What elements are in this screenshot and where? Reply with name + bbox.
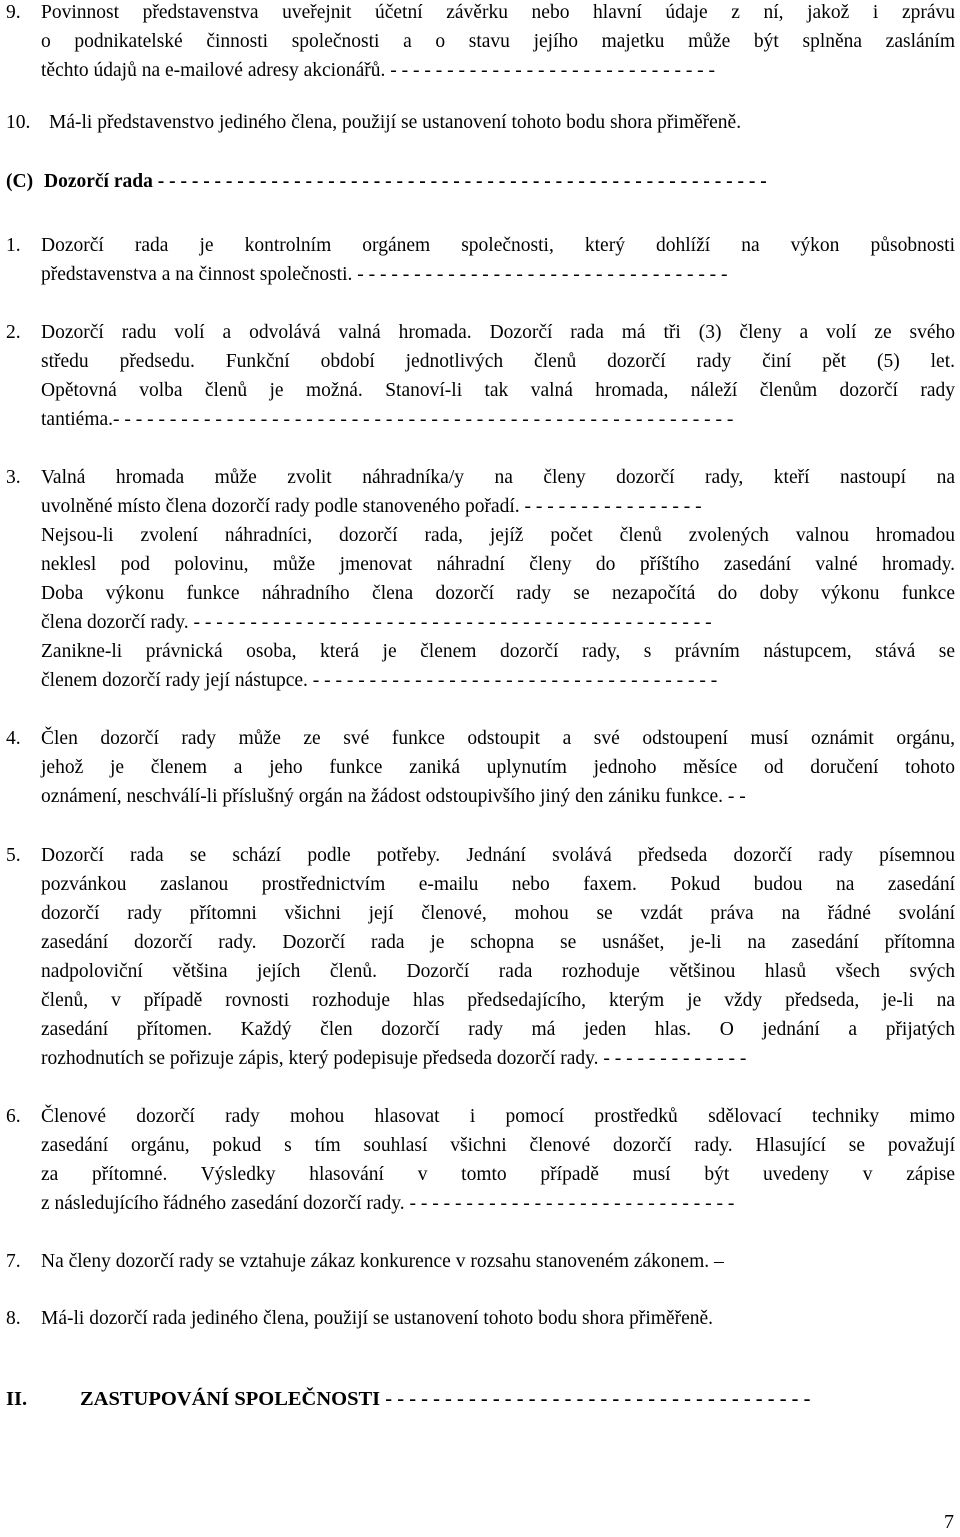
text-line: člena dozorčí rady. - - - - - - - - - - - - - - - - - - - - - - - - - - - - - - - - - - - - - - - - - - - - - - [41, 612, 712, 633]
text-line: Zanikne-li právnická osoba, která je členem dozorčí rady, s právním nástupcem, stává se [41, 641, 955, 662]
text-line: Členové dozorčí rady mohou hlasovat i pomocí prostředků sdělovací techniky mimo [41, 1106, 955, 1127]
text-line: představenstva a na činnost společnosti. - - - - - - - - - - - - - - - - - - - - - - - - - - - - - - - - - [41, 264, 728, 285]
paragraph-number: 7. [6, 1251, 21, 1272]
paragraph-text [41, 724, 955, 811]
text-line: Na členy dozorčí rady se vztahuje zákaz konkurence v rozsahu stanoveném zákonem. – [41, 1251, 724, 1272]
paragraph-text [41, 318, 955, 434]
text-line: Povinnost představenstva uveřejnit účetní závěrku nebo hlavní údaje z ní, jakož i zprávu [41, 2, 955, 23]
text-line: Dozorčí rada se schází podle potřeby. Jednání svolává předseda dozorčí rady písemnou [41, 845, 955, 866]
text-line: středu předsedu. Funkční období jednotlivých členů dozorčí rady činí pět (5) let. [41, 351, 955, 372]
paragraph-number: 8. [6, 1308, 21, 1329]
text-line: o podnikatelské činnosti společnosti a o stavu jejího majetku může být splněna zasláním [41, 31, 955, 52]
text-line: členů, v případě rovnosti rozhoduje hlas předsedajícího, kterým je vždy předseda, je-li na [41, 990, 955, 1011]
paragraph-number: 3. [6, 467, 21, 488]
text-line: zasedání orgánu, pokud s tím souhlasí všichni členové dozorčí rady. Hlasující se považují [41, 1135, 955, 1156]
text-line: nadpoloviční většina jejích členů. Dozorčí rada rozhoduje většinou hlasů všech svých [41, 961, 955, 982]
text-line: rozhodnutích se pořizuje zápis, který podepisuje předseda dozorčí rady. - - - - - - - - - - - - - [41, 1048, 747, 1069]
paragraph-number: 2. [6, 322, 21, 343]
paragraph-text [41, 1304, 955, 1333]
section-number: II. [6, 1388, 28, 1410]
text-line: tantiéma.- - - - - - - - - - - - - - - - - - - - - - - - - - - - - - - - - - - - - - - - - - - - - - - - - - - - - - - [41, 409, 734, 430]
paragraph-text [41, 841, 955, 1073]
text-line: z následujícího řádného zasedání dozorčí rady. - - - - - - - - - - - - - - - - - - - - - - - - - - - - - [41, 1193, 735, 1214]
section-title [44, 167, 958, 196]
text-line: pozvánkou zaslanou prostřednictvím e-mailu nebo faxem. Pokud budou na zasedání [41, 874, 955, 895]
section-title-text: Dozorčí rada - - - - - - - - - - - - - - - - - - - - - - - - - - - - - - - - - - - - - - - - - - - - - - - - - - - - - - [44, 171, 767, 192]
text-line: Dozorčí rada je kontrolním orgánem společnosti, který dohlíží na výkon působnosti [41, 235, 955, 256]
paragraph-text [49, 108, 960, 137]
text-line: oznámení, neschválí-li příslušný orgán na žádost odstoupivšího jiný den zániku funkce. - - [41, 786, 746, 807]
text-line: Má-li dozorčí rada jediného člena, použijí se ustanovení tohoto bodu shora přiměřeně. [41, 1308, 713, 1329]
text-line: Dozorčí radu volí a odvolává valná hromada. Dozorčí rada má tři (3) členy a volí ze svého [41, 322, 955, 343]
text-line: zasedání dozorčí rady. Dozorčí rada je schopna se usnášet, je-li na zasedání přítomna [41, 932, 955, 953]
text-line: jehož je členem a jeho funkce zaniká uplynutím jednoho měsíce od doručení tohoto [41, 757, 955, 778]
paragraph-text [41, 1102, 955, 1218]
text-line: Člen dozorčí rady může ze své funkce odstoupit a své odstoupení musí oznámit orgánu, [41, 728, 955, 749]
text-line: Opětovná volba členů je možná. Stanoví-li tak valná hromada, náleží členům dozorčí rady [41, 380, 955, 401]
text-line: členem dozorčí rady její nástupce. - - - - - - - - - - - - - - - - - - - - - - - - - - - - - - - - - - - - [41, 670, 718, 691]
text-line: Nejsou-li zvolení náhradníci, dozorčí rada, jejíž počet členů zvolených valnou hromadou [41, 525, 955, 546]
text-line: těchto údajů na e-mailové adresy akcionářů. - - - - - - - - - - - - - - - - - - - - - - - - - - - - - [41, 60, 716, 81]
text-line: dozorčí rady přítomni všichni její členové, mohou se vzdát práva na řádné svolání [41, 903, 955, 924]
paragraph-number: 4. [6, 728, 21, 749]
paragraph-text [41, 231, 955, 289]
text-line: uvolněné místo člena dozorčí rady podle stanoveného pořadí. - - - - - - - - - - - - - - - - [41, 496, 702, 517]
text-line: Doba výkonu funkce náhradního člena dozorčí rady se nezapočítá do doby výkonu funkce [41, 583, 955, 604]
paragraph-text [41, 463, 955, 695]
paragraph-number: 1. [6, 235, 21, 256]
section-title-text: ZASTUPOVÁNÍ SPOLEČNOSTI - - - - - - - - - - - - - - - - - - - - - - - - - - - - - - - - - - - - [80, 1388, 811, 1410]
paragraph-number: 6. [6, 1106, 21, 1127]
paragraph-number: 10. [6, 112, 31, 133]
text-line: neklesl pod polovinu, může jmenovat náhradní členy do příštího zasedání valné hromady. [41, 554, 955, 575]
text-line: Má-li představenstvo jediného člena, použijí se ustanovení tohoto bodu shora přiměřeně. [49, 112, 742, 133]
paragraph-text [41, 0, 955, 85]
text-line: za přítomné. Výsledky hlasování v tomto případě musí být uvedeny v zápise [41, 1164, 955, 1185]
text-line: zasedání přítomen. Každý člen dozorčí rady má jeden hlas. O jednání a přijatých [41, 1019, 955, 1040]
text-line: Valná hromada může zvolit náhradníka/y na členy dozorčí rady, kteří nastoupí na [41, 467, 955, 488]
paragraph-text [41, 1247, 955, 1276]
page-number: 7 [944, 1511, 954, 1533]
paragraph-number: 9. [6, 2, 21, 23]
paragraph-number: 5. [6, 845, 21, 866]
section-number: (C) [6, 171, 34, 192]
